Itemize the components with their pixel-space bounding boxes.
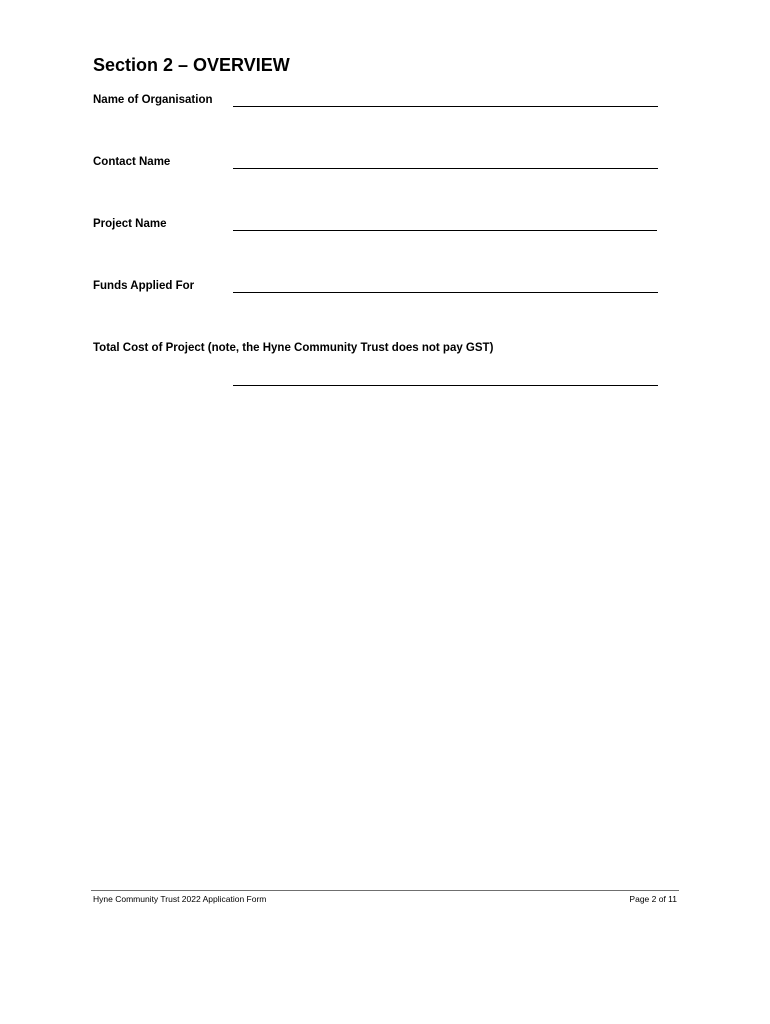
total-cost-field[interactable] bbox=[233, 371, 658, 386]
total-cost-label: Total Cost of Project (note, the Hyne Community Trust does not pay GST) bbox=[93, 342, 494, 354]
footer-divider bbox=[91, 890, 679, 891]
contact-name-field[interactable] bbox=[233, 154, 658, 169]
footer-page-number: Page 2 of 11 bbox=[629, 894, 677, 904]
project-name-label: Project Name bbox=[93, 218, 167, 230]
section-title: Section 2 – OVERVIEW bbox=[93, 55, 290, 75]
funds-applied-label: Funds Applied For bbox=[93, 280, 195, 292]
project-name-field[interactable] bbox=[233, 216, 657, 231]
funds-applied-field[interactable] bbox=[233, 278, 658, 293]
organisation-name-field[interactable] bbox=[233, 92, 658, 107]
footer-document-name: Hyne Community Trust 2022 Application Form bbox=[93, 894, 267, 904]
organisation-name-label: Name of Organisation bbox=[93, 94, 213, 106]
contact-name-label: Contact Name bbox=[93, 156, 171, 168]
